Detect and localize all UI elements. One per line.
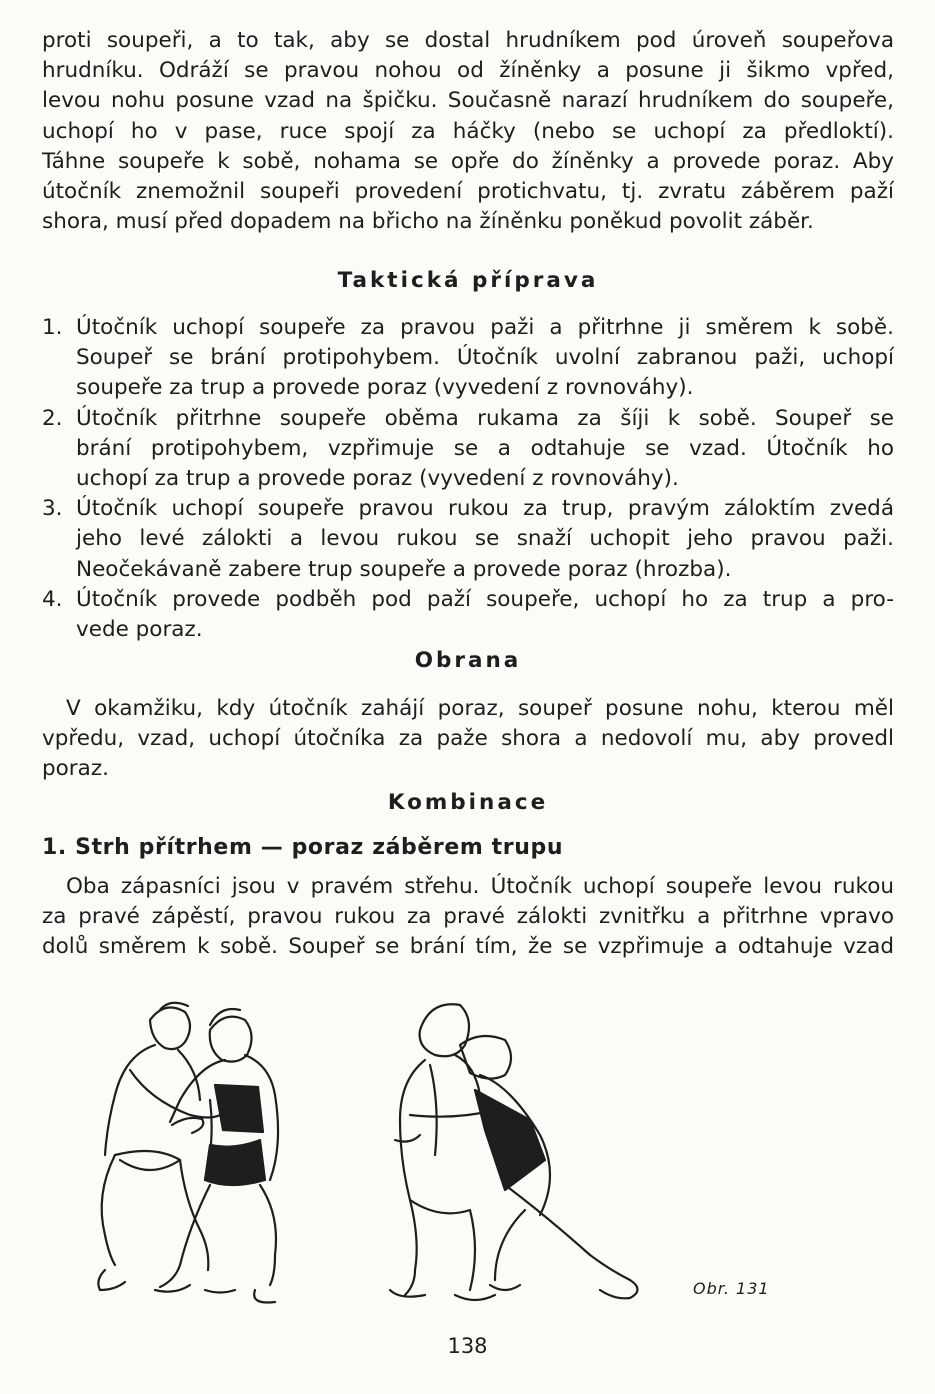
list-item-number: 4. xyxy=(42,586,63,612)
text-line: Útočník přitrhne soupeře oběma rukama za šíji k sobě. Soupeř se xyxy=(76,405,894,431)
section-heading-combination: Kombinace xyxy=(387,790,549,815)
text-line: Oba zápasníci jsou v pravém střehu. Útočník uchopí soupeře levou rukou xyxy=(66,874,894,899)
tactical-list xyxy=(42,313,894,645)
subsection-heading: 1. Strh přítrhem — poraz záběrem trupu xyxy=(42,835,564,860)
section-heading-tactical: Taktická příprava xyxy=(337,268,599,293)
wrestlers-illustration-left xyxy=(60,990,360,1320)
text-line: Útočník provede podběh pod paží soupeře, uchopí ho za trup a pro- xyxy=(76,586,894,612)
list-item xyxy=(42,494,894,585)
text-line: shora, musí před dopadem na břicho na žíněnku poněkud povolit záběr. xyxy=(42,209,814,235)
text-line: V okamžiku, kdy útočník zahájí poraz, soupeř posune nohu, kterou měl xyxy=(66,696,894,721)
text-line: dolů směrem k sobě. Soupeř se brání tím, že se vzpřimuje a odtahuje vzad xyxy=(42,934,894,960)
text-line: Neočekávaně zabere trup soupeře a provede poraz (hrozba). xyxy=(76,556,732,582)
defense-paragraph xyxy=(42,694,894,785)
text-line: uchopí ho v pase, ruce spojí za háčky (nebo se uchopí za předloktí). xyxy=(42,118,894,144)
text-line: Útočník uchopí soupeře pravou rukou za trup, pravým záloktím zvedá xyxy=(76,496,894,522)
list-item-number: 2. xyxy=(42,405,63,431)
text-line: Soupeř se brání protipohybem. Útočník uvolní zabranou paži, uchopí xyxy=(76,345,894,371)
figure-caption: Obr. 131 xyxy=(693,1279,770,1298)
list-item-number: 1. xyxy=(42,315,63,340)
intro-paragraph xyxy=(42,26,894,237)
text-line: Táhne soupeře k sobě, nohama se opře do žíněnky a provede poraz. Aby xyxy=(42,148,894,174)
list-item xyxy=(42,404,894,495)
wrestlers-illustration-right xyxy=(385,990,675,1320)
page-number: 138 xyxy=(447,1334,488,1358)
text-line: Útočník uchopí soupeře za pravou paži a přitrhne ji směrem k sobě. xyxy=(76,315,894,340)
text-line: útočník znemožnil soupeři provedení protichvatu, tj. zvratu záběrem paží xyxy=(42,179,894,205)
text-line: uchopí za trup a provede poraz (vyvedení z rovnováhy). xyxy=(76,466,679,492)
text-line: jeho levé zálokti a levou rukou se snaží uchopit jeho pravou paži. xyxy=(76,526,894,552)
list-item xyxy=(42,313,894,404)
list-item-number: 3. xyxy=(42,496,63,522)
text-line: hrudníku. Odráží se pravou nohou od žíněnky a posune ji šikmo vpřed, xyxy=(42,58,894,84)
text-line: za pravé zápěstí, pravou rukou za pravé zálokti zvnitřku a přitrhne vpravo xyxy=(42,904,894,930)
text-line: vpředu, vzad, uchopí útočníka za paže shora a nedovolí mu, aby provedl xyxy=(42,726,894,752)
text-line: soupeře za trup a provede poraz (vyvedení z rovnováhy). xyxy=(76,375,694,401)
text-line: brání protipohybem, vzpřimuje se a odtahuje se vzad. Útočník ho xyxy=(76,435,894,461)
combination-paragraph xyxy=(42,872,894,963)
text-line: proti soupeři, a to tak, aby se dostal hrudníkem pod úroveň soupeřova xyxy=(42,28,894,53)
section-heading-defense: Obrana xyxy=(414,648,522,673)
list-item xyxy=(42,585,894,645)
text-line: levou nohu posune vzad na špičku. Současně narazí hrudníkem do soupeře, xyxy=(42,88,894,114)
text-line: vede poraz. xyxy=(76,617,203,643)
text-line: poraz. xyxy=(42,756,109,782)
